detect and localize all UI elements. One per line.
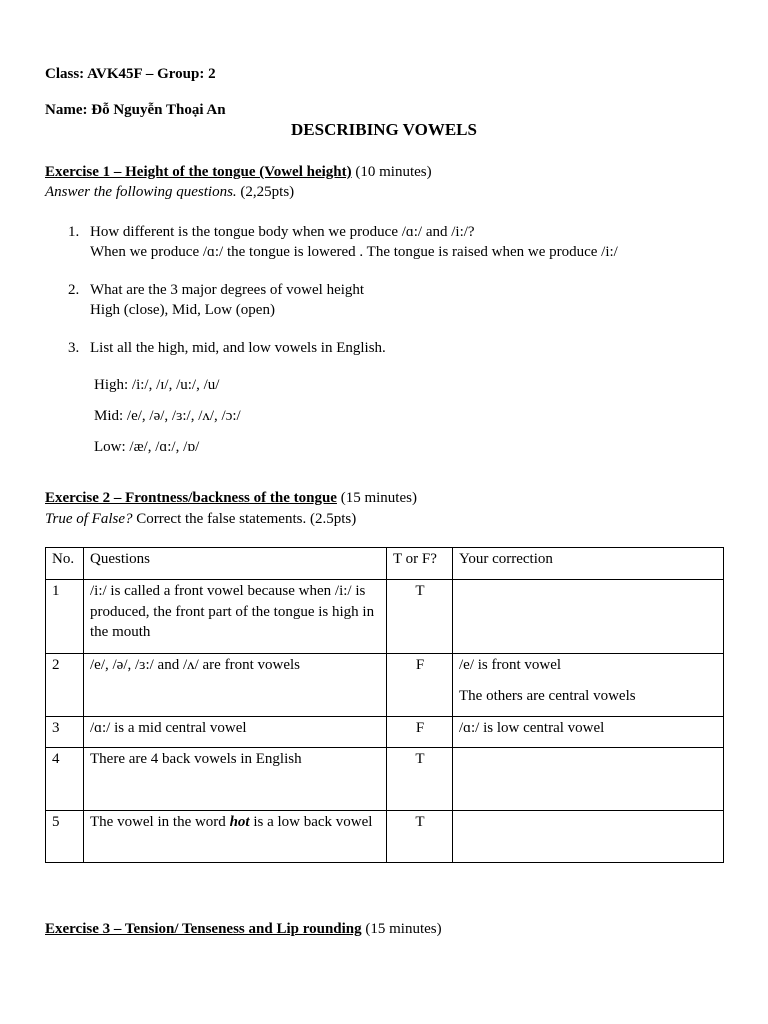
row-correction bbox=[453, 748, 724, 811]
exercise2-heading-line bbox=[45, 490, 417, 507]
class-line: Class: AVK45F – Group: 2 bbox=[45, 66, 216, 82]
question-text: How different is the tongue body when we produce /ɑ:/ and /i:/? bbox=[90, 224, 475, 240]
row-question-post: is a low back vowel bbox=[249, 814, 373, 830]
row-number: 3 bbox=[46, 717, 84, 748]
row-correction bbox=[453, 811, 724, 863]
question-number: 1. bbox=[68, 224, 80, 240]
exercise3-duration: (15 minutes) bbox=[361, 921, 442, 937]
exercise1-points: (2,25pts) bbox=[236, 184, 295, 200]
row-true-false: T bbox=[387, 580, 453, 654]
exercise2-duration: (15 minutes) bbox=[336, 490, 417, 506]
row-correction-extra: The others are central vowels bbox=[459, 687, 636, 704]
name-line: Name: Đỗ Nguyễn Thoại An bbox=[45, 102, 226, 118]
question-2 bbox=[68, 280, 364, 320]
row-correction-cell bbox=[453, 654, 724, 717]
row-question: /e/, /ə/, /ɜ:/ and /ʌ/ are front vowels bbox=[84, 654, 387, 717]
question-3 bbox=[68, 338, 386, 358]
row-question-emphasis: hot bbox=[229, 814, 250, 830]
row-number: 5 bbox=[46, 811, 84, 863]
column-header-questions: Questions bbox=[84, 548, 387, 580]
exercise1-instruction: Answer the following questions. bbox=[45, 184, 237, 200]
row-question-pre: The vowel in the word bbox=[90, 814, 230, 830]
exercise3-heading: Exercise 3 – Tension/ Tenseness and Lip rounding bbox=[45, 921, 362, 937]
question-text: List all the high, mid, and low vowels in English. bbox=[90, 340, 386, 356]
exercise1-heading: Exercise 1 – Height of the tongue (Vowel height) bbox=[45, 164, 352, 180]
exercise2-heading: Exercise 2 – Frontness/backness of the tongue bbox=[45, 490, 337, 506]
row-correction: /ɑ:/ is low central vowel bbox=[453, 717, 724, 748]
question-1 bbox=[68, 222, 618, 262]
row-true-false: T bbox=[387, 748, 453, 811]
table-row bbox=[46, 580, 724, 654]
row-number: 2 bbox=[46, 654, 84, 717]
row-question bbox=[84, 811, 387, 863]
answer-text: High (close), Mid, Low (open) bbox=[90, 302, 275, 318]
row-correction: /e/ is front vowel bbox=[459, 657, 562, 673]
exercise3-heading-line bbox=[45, 921, 442, 938]
table-row bbox=[46, 811, 724, 863]
row-question: /ɑ:/ is a mid central vowel bbox=[84, 717, 387, 748]
row-true-false: F bbox=[387, 717, 453, 748]
row-number: 1 bbox=[46, 580, 84, 654]
row-question: /i:/ is called a front vowel because when /i:/ is produced, the front part of the tongue is high in the mouth bbox=[84, 580, 387, 654]
mid-vowels: Mid: /e/, /ə/, /ɜ:/, /ʌ/, /ɔ:/ bbox=[94, 408, 241, 424]
row-question: There are 4 back vowels in English bbox=[84, 748, 387, 811]
column-header-tf: T or F? bbox=[387, 548, 453, 580]
exercise1-duration: (10 minutes) bbox=[351, 164, 432, 180]
question-number: 2. bbox=[68, 282, 80, 298]
answer-text: When we produce /ɑ:/ the tongue is lowered . The tongue is raised when we produce /i:/ bbox=[90, 244, 618, 260]
exercise1-heading-line bbox=[45, 164, 432, 181]
page-title: DESCRIBING VOWELS bbox=[291, 120, 477, 139]
low-vowels: Low: /æ/, /ɑ:/, /ɒ/ bbox=[94, 439, 200, 455]
exercise2-instruction: True of False? bbox=[45, 511, 133, 527]
table-row bbox=[46, 748, 724, 811]
table-header-row bbox=[46, 548, 724, 580]
row-correction bbox=[453, 580, 724, 654]
table-row bbox=[46, 654, 724, 717]
question-text: What are the 3 major degrees of vowel height bbox=[90, 282, 365, 298]
exercise2-instruction-line bbox=[45, 511, 356, 528]
row-true-false: T bbox=[387, 811, 453, 863]
exercise2-instruction-rest: Correct the false statements. (2.5pts) bbox=[132, 511, 357, 527]
table-row bbox=[46, 717, 724, 748]
question-number: 3. bbox=[68, 340, 80, 356]
row-true-false: F bbox=[387, 654, 453, 717]
row-number: 4 bbox=[46, 748, 84, 811]
column-header-correction: Your correction bbox=[453, 548, 724, 580]
column-header-no: No. bbox=[46, 548, 84, 580]
true-false-table bbox=[45, 547, 724, 863]
exercise1-instruction-line bbox=[45, 184, 294, 201]
high-vowels: High: /i:/, /ɪ/, /u:/, /u/ bbox=[94, 377, 220, 393]
